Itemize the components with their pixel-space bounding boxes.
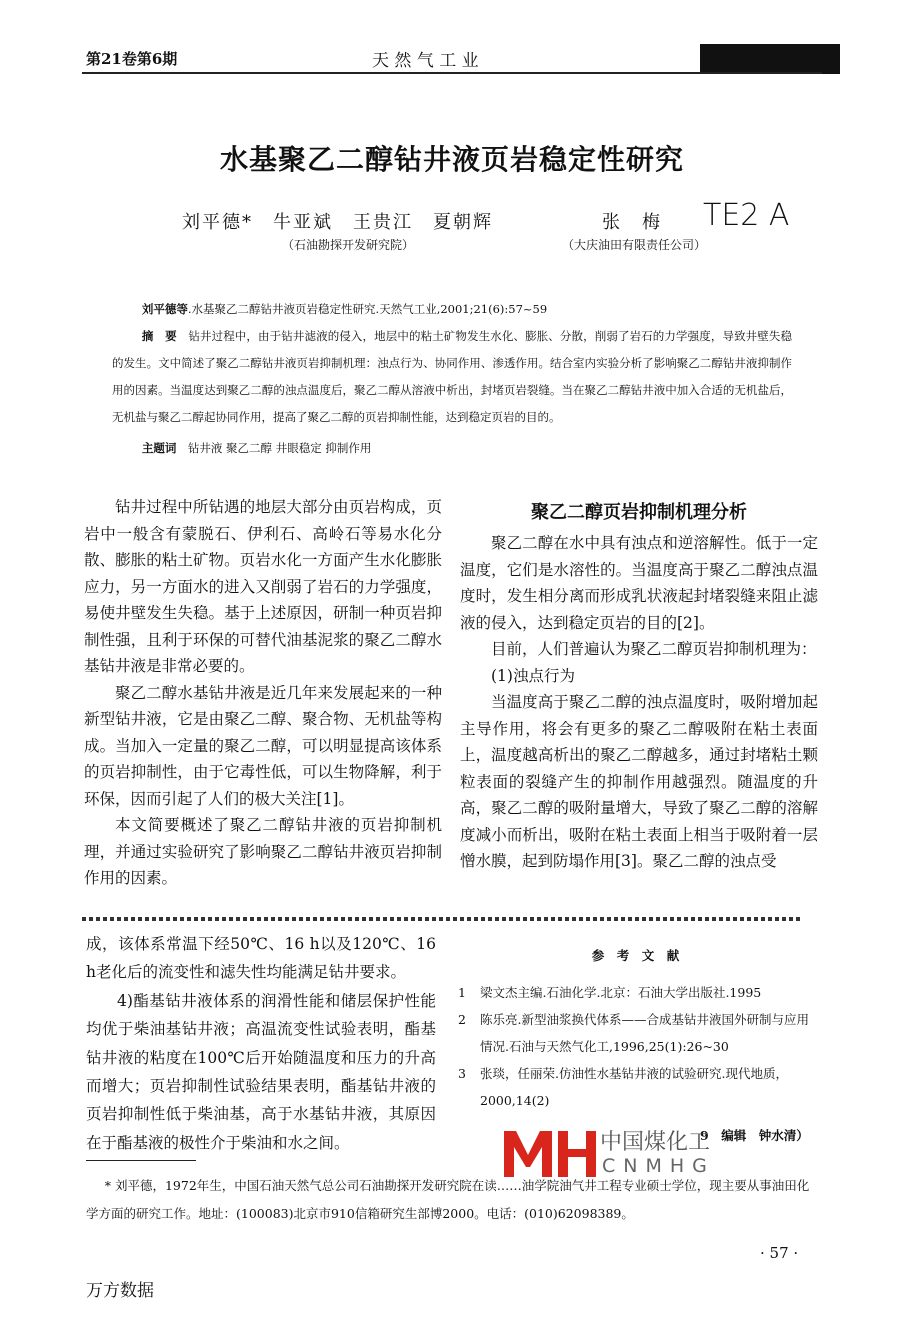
ref-number: 3: [458, 1066, 466, 1081]
abstract-block: [112, 296, 792, 462]
page-number: · 57 ·: [760, 1244, 799, 1262]
ref-text: 梁文杰主编.石油化学.北京：石油大学出版社.1995: [480, 985, 762, 1000]
paragraph: 聚乙二醇在水中具有浊点和逆溶解性。低于一定温度，它们是水溶性的。当温度高于聚乙二醇浊点温度时，发生相分离而形成乳状液起封堵裂缝来阻止滤液的侵入，达到稳定页岩的目的[2]。: [460, 534, 818, 632]
keywords-label: 主题词: [141, 441, 177, 455]
paragraph: 目前，人们普遍认为聚乙二醇页岩抑制机理为：: [491, 640, 817, 658]
handwritten-classification: TE2 A: [703, 198, 790, 233]
lower-left-column: [86, 930, 436, 1157]
affiliation-1: （石油勘探开发研究院）: [282, 238, 415, 252]
reference-item: [458, 1006, 813, 1060]
ref-text: 张琰，任丽荣.仿油性水基钻井液的试验研究.现代地质，2000,14(2): [480, 1066, 788, 1108]
keywords: 钻井液 聚乙二醇 井眼稳定 抑制作用: [187, 441, 372, 455]
footnote: * 刘平德，1972年生，中国石油天然气总公司石油勘探开发研究院在读……油学院油气井工程专业硕士学位，现主要从事油田化学方面的研究工作。地址：(100083)北京市910信箱研究生部博2000。电话：(010)62098389。: [86, 1178, 810, 1221]
paragraph: 成，该体系常温下经50℃、16 h以及120℃、16 h老化后的流变性和滤失性均能满足钻井要求。: [86, 935, 436, 982]
references: [458, 942, 813, 1114]
section-heading: 聚乙二醇页岩抑制机理分析: [531, 502, 747, 523]
source-label: 万方数据: [86, 1281, 154, 1301]
left-column: [84, 494, 442, 892]
paragraph: 本文简要概述了聚乙二醇钻井液的页岩抑制机理，并通过实验研究了影响聚乙二醇钻井液页岩抑制作用的因素。: [84, 816, 442, 887]
ref-text: 陈乐亮.新型油浆换代体系——合成基钻井液国外研制与应用情况.石油与天然气化工,1996,25(1):26~30: [480, 1012, 809, 1054]
watermark-en: CNMHG: [602, 1155, 715, 1177]
header-rule: [82, 72, 822, 74]
reference-item: [458, 1060, 813, 1114]
citation: .水基聚乙二醇钻井液页岩稳定性研究.天然气工业,2001;21(6):57~59: [187, 302, 548, 316]
authors-group-2: 张 梅: [602, 212, 662, 233]
editor-note: 9 编辑 钟水清）: [700, 1128, 809, 1143]
authors-group-1: 刘平德* 牛亚斌 王贵江 夏朝辉: [182, 212, 493, 233]
paragraph: 钻井过程中所钻遇的地层大部分由页岩构成，页岩中一般含有蒙脱石、伊利石、高岭石等易水化分散、膨胀的粘土矿物。页岩水化一方面产生水化膨胀应力，另一方面水的进入又削弱了岩石的力学强度，易使井壁发生失稳。基于上述原因，研制一种页岩抑制性强，且利于环保的可替代油基泥浆的聚乙二醇水基钻井液是非常必要的。: [84, 498, 442, 675]
abstract-text: 钻井过程中，由于钻井滤液的侵入，地层中的粘土矿物发生水化、膨胀、分散，削弱了岩石的力学强度，导致井壁失稳的发生。文中简述了聚乙二醇钻井液页岩抑制机理：浊点行为、协同作用、渗透作用。结合室内实验分析了影响聚乙二醇钻井液抑制作用的因素。当温度达到聚乙二醇的浊点温度后，聚乙二醇从溶液中析出，封堵页岩裂缝。当在聚乙二醇钻井液中加入合适的无机盐后，无机盐与聚乙二醇起协同作用，提高了聚乙二醇的页岩抑制性能，达到稳定页岩的目的。: [112, 329, 793, 424]
wavy-separator: [82, 914, 802, 924]
abstract-label: 摘 要: [141, 329, 177, 343]
ref-number: 2: [458, 1012, 466, 1027]
reference-item: [458, 979, 813, 1006]
affiliation-2: （大庆油田有限责任公司）: [562, 238, 707, 252]
journal-name: 天 然 气 工 业: [372, 51, 479, 71]
header-black-box: [700, 44, 840, 74]
references-heading: 参 考 文 献: [591, 948, 680, 963]
paragraph: (1)浊点行为: [491, 666, 575, 685]
watermark-cn: 中国煤化工: [600, 1130, 711, 1155]
paragraph: 4)酯基钻井液体系的润滑性能和储层保护性能均优于柴油基钻井液；高温流变性试验表明，酯基钻井液的粘度在100℃后开始随温度和压力的升高而增大；页岩抑制性试验结果表明，酯基钻井液的页岩抑制性低于柴油基，高于水基钻井液，其原因在于酯基液的极性介于柴油和水之间。: [86, 991, 436, 1152]
volume-issue: 第21卷第6期: [86, 50, 178, 68]
right-column: [460, 500, 818, 875]
paragraph: 聚乙二醇水基钻井液是近几年来发展起来的一种新型钻井液，它是由聚乙二醇、聚合物、无机盐等构成。当加入一定量的聚乙二醇，可以明显提高该体系的页岩抑制性，由于它毒性低，可以生物降解，利于环保，因而引起了人们的极大关注[1]。: [84, 683, 442, 808]
paper-title: 水基聚乙二醇钻井液页岩稳定性研究: [219, 143, 684, 176]
paragraph: 当温度高于聚乙二醇的浊点温度时，吸附增加起主导作用，将会有更多的聚乙二醇吸附在粘土表面上，温度越高析出的聚乙二醇越多，通过封堵粘土颗粒表面的裂缝产生的抑制作用越强烈。随温度的升高，聚乙二醇的吸附量增大，导致了聚乙二醇的溶解度减小而析出，吸附在粘土表面上相当于吸附着一层憎水膜，起到防塌作用[3]。聚乙二醇的浊点受: [460, 693, 818, 870]
citation-author: 刘平德等: [141, 302, 188, 316]
ref-number: 1: [458, 985, 466, 1000]
footnote-rule: [86, 1160, 196, 1161]
